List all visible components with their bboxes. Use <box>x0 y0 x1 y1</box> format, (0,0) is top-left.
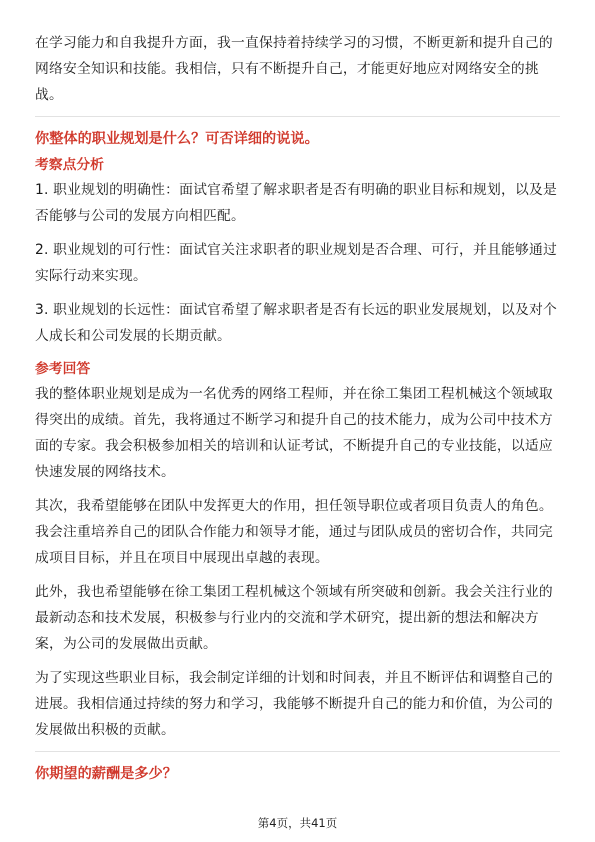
answer-heading: 参考回答 <box>35 361 91 377</box>
answer-paragraph: 我的整体职业规划是成为一名优秀的网络工程师，并在徐工集团工程机械这个领域取得突出的成绩。首先，我将通过不断学习和提升自己的技术能力，成为公司中技术方面的专家。我会积极参加相关的培训和认证考试，不断提升自己的专业技能，以适应快速发展的网络技术。 <box>35 386 553 480</box>
section-divider <box>35 751 560 752</box>
question-heading: 你期望的薪酬是多少？ <box>35 766 177 782</box>
analysis-heading: 考察点分析 <box>35 157 104 173</box>
document-page <box>35 30 560 788</box>
intro-paragraph: 在学习能力和自我提升方面，我一直保持着持续学习的习惯，不断更新和提升自己的网络安全知识和技能。我相信，只有不断提升自己，才能更好地应对网络安全的挑战。 <box>35 35 553 103</box>
answer-paragraph: 其次，我希望能够在团队中发挥更大的作用，担任领导职位或者项目负责人的角色。我会注重培养自己的团队合作能力和领导才能，通过与团队成员的密切合作，共同完成项目目标，并且在项目中展现出卓越的表现。 <box>35 498 553 566</box>
page-footer: 第4页，共41页 <box>257 816 338 830</box>
analysis-point: 2. 职业规划的可行性：面试官关注求职者的职业规划是否合理、可行，并且能够通过实际行动来实现。 <box>35 242 558 284</box>
question-heading: 你整体的职业规划是什么？可否详细的说说。 <box>35 131 319 147</box>
analysis-point: 3. 职业规划的长远性：面试官希望了解求职者是否有长远的职业发展规划，以及对个人成长和公司发展的长期贡献。 <box>35 302 558 344</box>
analysis-point: 1. 职业规划的明确性：面试官希望了解求职者是否有明确的职业目标和规划，以及是否能够与公司的发展方向相匹配。 <box>35 182 558 224</box>
answer-paragraph: 为了实现这些职业目标，我会制定详细的计划和时间表，并且不断评估和调整自己的进展。我相信通过持续的努力和学习，我能够不断提升自己的能力和价值，为公司的发展做出积极的贡献。 <box>35 670 553 738</box>
answer-paragraph: 此外，我也希望能够在徐工集团工程机械这个领域有所突破和创新。我会关注行业的最新动态和技术发展，积极参与行业内的交流和学术研究，提出新的想法和解决方案，为公司的发展做出贡献。 <box>35 584 553 652</box>
section-divider <box>35 116 560 117</box>
